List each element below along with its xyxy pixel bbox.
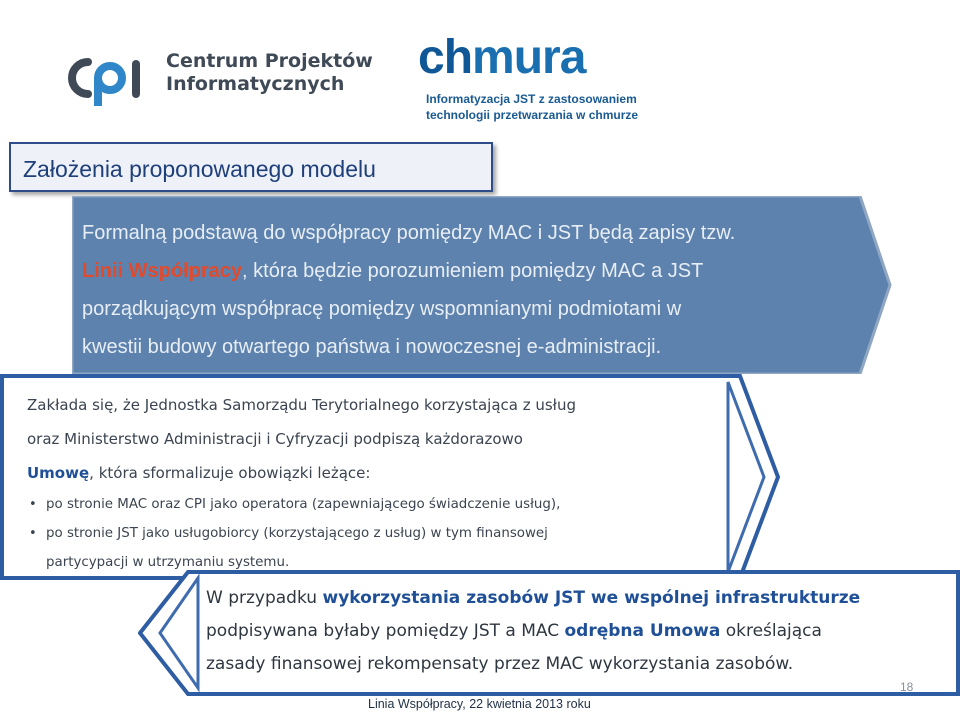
list-item: • po stronie MAC oraz CPI jako operatora (zapewniającego świadczenie usług), xyxy=(29,497,561,512)
footer-text: Linia Współpracy, 22 kwietnia 2013 roku xyxy=(368,697,591,711)
agreement-paragraph: Zakłada się, że Jednostka Samorządu Terytorialnego korzystająca z usług oraz Ministerstwo Administracji i Cyfryzacji podpiszą każdorazowo Umowę, która sformalizuje obowiązki leżące: • po stronie MAC oraz CPI jako operatora (zapewniającego świadczenie usług), • po stronie JST jako usługobiorcy (korzystającego z usług) w tym finansowej partycypacji w utrzymaniu systemu. xyxy=(27,388,727,577)
list-item: • po stronie JST jako usługobiorcy (korzystającego z usług) w tym finansowej partycypacji w utrzymaniu systemu. xyxy=(29,526,548,570)
cpi-logo-text: Centrum Projektów Informatycznych xyxy=(166,50,373,95)
chmura-logo-word: chmura xyxy=(418,31,586,84)
separate-agreement-highlight: odrębna Umowa xyxy=(564,621,721,641)
model-basis-paragraph: Formalną podstawą do współpracy pomiędzy MAC i JST będą zapisy tzw. Linii Współpracy, która będzie porozumieniem pomiędzy MAC a JST porządkującym współpracę pomiędzy wspomnianymi podmiotami w kwestii budowy otwartego państwa i nowoczesnej e-administracji. xyxy=(82,222,736,358)
slide-title: Założenia proponowanego modelu xyxy=(23,156,376,182)
page-number: 18 xyxy=(900,680,914,694)
resource-usage-paragraph: W przypadku wykorzystania zasobów JST we wspólnej infrastrukturze podpisywana byłaby pomiędzy JST a MAC odrębna Umowa określająca zasady finansowej rekompensaty przez MAC wykorzystania zasobów. xyxy=(206,588,861,674)
slide-title-box xyxy=(9,142,493,192)
linia-wspolpracy-highlight: Linii Współpracy xyxy=(82,260,243,282)
chmura-logo-tagline: Informatyzacja JST z zastosowaniem technologii przetwarzania w chmurze xyxy=(426,92,639,122)
cpi-logo xyxy=(58,46,373,116)
cpi-logo-mark-icon xyxy=(58,50,158,106)
chmura-logo xyxy=(418,31,639,122)
umowa-highlight: Umowę xyxy=(27,464,90,482)
resource-highlight: wykorzystania zasobów JST we wspólnej infrastrukturze xyxy=(322,588,861,608)
obligations-list xyxy=(27,490,727,577)
